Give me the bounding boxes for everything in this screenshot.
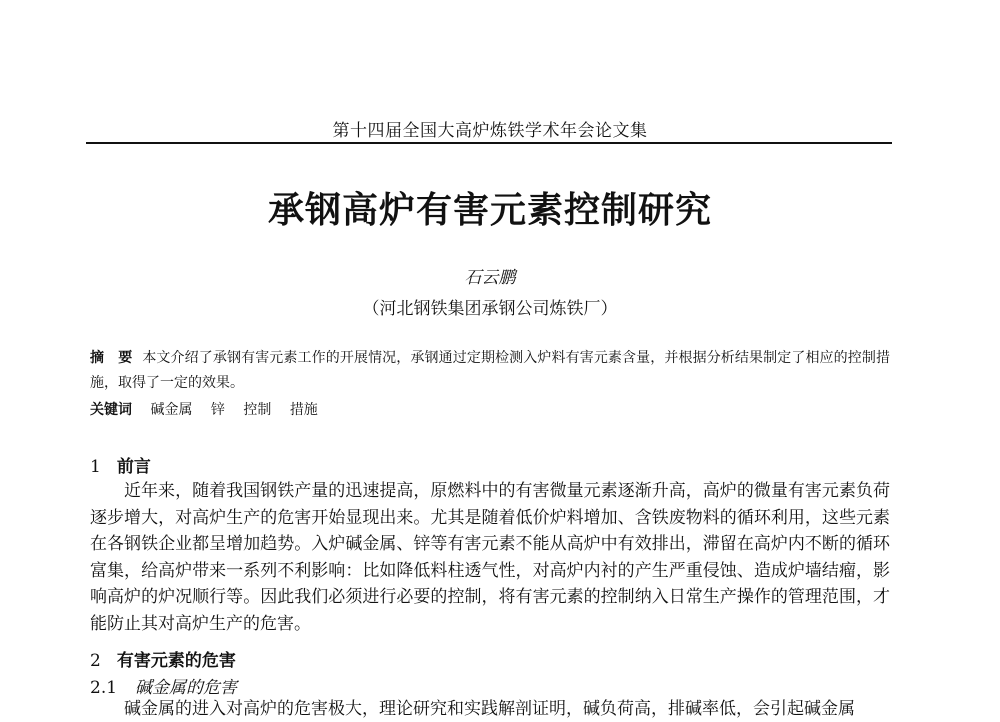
- header-rule: [86, 142, 892, 144]
- section-number: 2: [90, 651, 101, 671]
- section-title: 有害元素的危害: [116, 651, 236, 671]
- section-heading-introduction: [90, 452, 151, 477]
- author-affiliation: （河北钢铁集团承钢公司炼铁厂）: [362, 299, 618, 319]
- running-head: 第十四届全国大高炉炼铁学术年会论文集: [332, 121, 648, 141]
- paper-title: 承钢高炉有害元素控制研究: [267, 190, 712, 231]
- introduction-paragraph: 近年来，随着我国钢铁产量的迅速提高，原燃料中的有害微量元素逐渐升高，高炉的微量有害元素负荷逐步增大，对高炉生产的危害开始显现出来。尤其是随着低价炉料增加、含铁废物料的循环利用，这些元素在各钢铁企业都呈增加趋势。入炉碱金属、锌等有害元素不能从高炉中有效排出，滞留在高炉内不断的循环富集，给高炉带来一系列不利影响：比如降低料柱透气性，对高炉内衬的产生严重侵蚀、造成炉墙结瘤，影响高炉的炉况顺行等。因此我们必须进行必要的控制，将有害元素的控制纳入日常生产操作的管理范围，才能防止其对高炉生产的危害。: [90, 481, 890, 634]
- keyword-item: 锌: [210, 402, 225, 418]
- keyword-item: 碱金属: [150, 402, 193, 418]
- author-name: 石云鹏: [464, 268, 516, 288]
- abstract-label: 摘 要: [90, 350, 133, 366]
- keywords: [90, 398, 890, 423]
- abstract-text: 本文介绍了承钢有害元素工作的开展情况，承钢通过定期检测入炉料有害元素含量，并根据分析结果制定了相应的控制措施，取得了一定的效果。: [90, 350, 890, 391]
- section-title: 前言: [116, 457, 151, 477]
- subsection-heading-alkali: [90, 673, 237, 698]
- abstract: [90, 346, 890, 396]
- keyword-item: 措施: [289, 402, 318, 418]
- section-heading-hazards: [90, 646, 236, 671]
- keyword-item: 控制: [243, 402, 272, 418]
- keywords-label: 关键词: [90, 402, 132, 418]
- subsection-number: 2.1: [90, 678, 118, 698]
- subsection-title: 碱金属的危害: [135, 678, 238, 698]
- alkali-paragraph-start: 碱金属的进入对高炉的危害极大，理论研究和实践解剖证明，碱负荷高，排碱率低，会引起碱金属: [124, 699, 855, 719]
- section-number: 1: [90, 457, 101, 477]
